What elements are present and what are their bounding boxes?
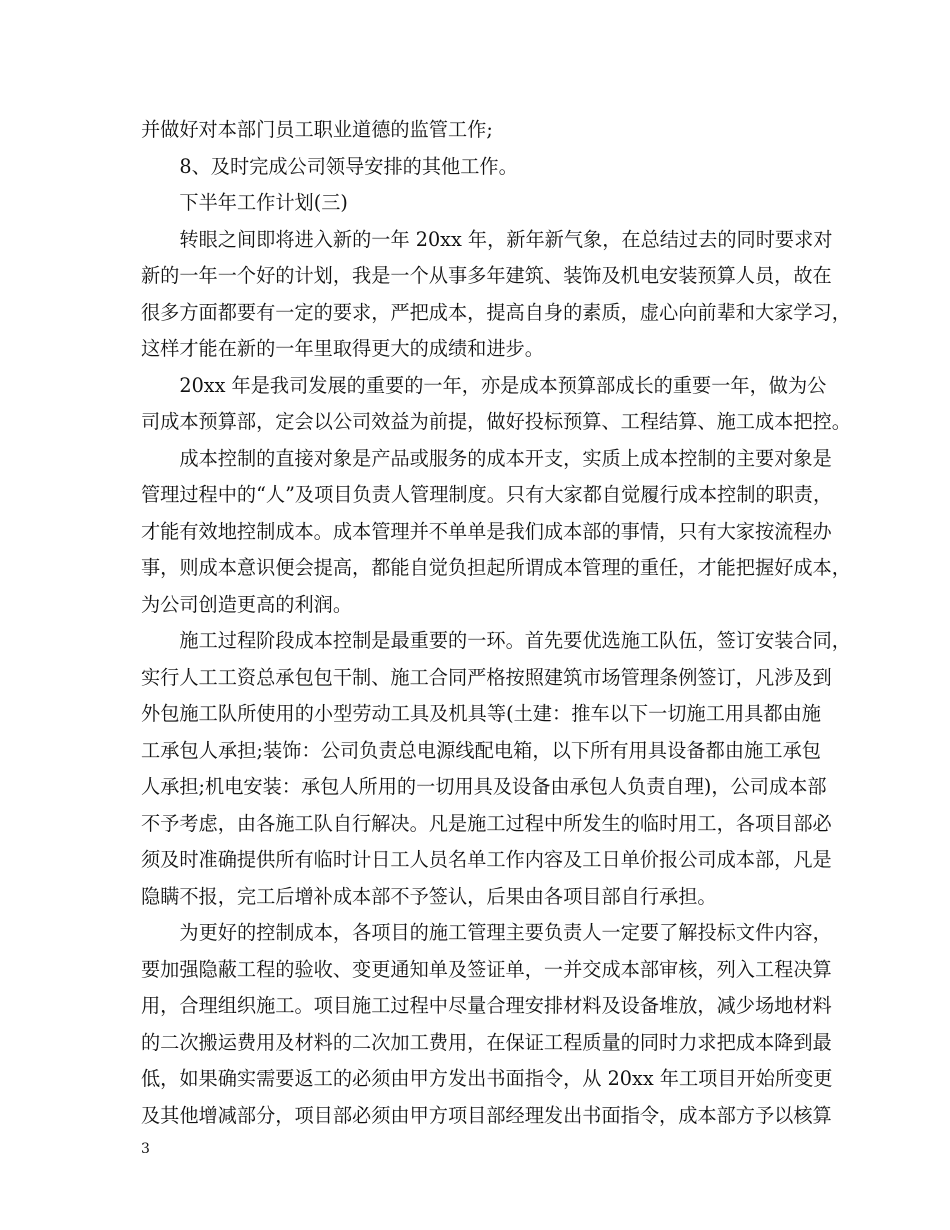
text-line: 8、及时完成公司领导安排的其他工作。: [179, 154, 518, 178]
paragraph: [141, 149, 821, 186]
text-line: 这样才能在新的一年里取得更大的成绩和进步。: [141, 337, 544, 360]
text-line: 新的一年一个好的计划，我是一个从事多年建筑、装饰及机电安装预算人员，故在: [141, 264, 832, 287]
document-body: [141, 112, 851, 1134]
text-line: 人承担;机电安装：承包人所用的一切用具及设备由承包人负责自理)，公司成本部: [141, 775, 827, 798]
text-line: 下半年工作计划(三): [179, 191, 348, 214]
paragraph: [141, 623, 851, 915]
text-line: 用，合理组织施工。项目施工过程中尽量合理安排材料及设备堆放，减少场地材料: [141, 994, 832, 1017]
text-line: 转眼之间即将进入新的一年 20xx 年，新年新气象，在总结过去的同时要求对: [179, 227, 833, 251]
text-line: 并做好对本部门员工职业道德的监管工作;: [141, 118, 493, 141]
paragraph: [141, 368, 851, 441]
text-line: 事，则成本意识便会提高，都能自觉负担起所谓成本管理的重任，才能把握好成本，: [141, 556, 851, 579]
text-line: 20xx 年是我司发展的重要的一年，亦是成本预算部成长的重要一年，做为公: [179, 373, 827, 397]
text-line: 须及时准确提供所有临时计日工人员名单工作内容及工日单价报公司成本部，凡是: [141, 848, 832, 871]
text-line: 要加强隐蔽工程的验收、变更通知单及签证单，一并交成本部审核，列入工程决算: [141, 957, 832, 981]
text-line: 司成本预算部，定会以公司效益为前提，做好投标预算、工程结算、施工成本把控。: [141, 410, 851, 433]
paragraph: [141, 441, 851, 624]
text-line: 很多方面都要有一定的要求，严把成本，提高自身的素质，虚心向前辈和大家学习，: [141, 300, 851, 324]
text-line: 外包施工队所使用的小型劳动工具及机具等(土建：推车以下一切施工用具都由施: [141, 702, 821, 725]
text-line: 工承包人承担;装饰：公司负责总电源线配电箱，以下所有用具设备都由施工承包: [141, 738, 821, 762]
text-line: 隐瞒不报，完工后增补成本部不予签认，后果由各项目部自行承担。: [141, 884, 717, 908]
text-line: 为公司创造更高的利润。: [141, 592, 353, 616]
text-line: 才能有效地控制成本。成本管理并不单单是我们成本部的事情，只有大家按流程办: [141, 519, 832, 543]
text-line: 成本控制的直接对象是产品或服务的成本开支，实质上成本控制的主要对象是: [179, 446, 832, 470]
paragraph: [141, 112, 821, 149]
text-line: 的二次搬运费用及材料的二次加工费用，在保证工程质量的同时力求把成本降到最: [141, 1030, 832, 1054]
text-line: 实行人工工资总承包包干制、施工合同严格按照建筑市场管理条例签订，凡涉及到: [141, 665, 832, 689]
text-line: 为更好的控制成本，各项目的施工管理主要负责人一定要了解投标文件内容，: [179, 921, 832, 944]
paragraph: [141, 915, 833, 1134]
paragraph: [141, 185, 821, 222]
text-line: 低，如果确实需要返工的必须由甲方发出书面指令，从 20xx 年工项目开始所变更: [141, 1067, 833, 1090]
text-line: 不予考虑，由各施工队自行解决。凡是施工过程中所发生的临时用工，各项目部必: [141, 811, 832, 835]
text-line: 管理过程中的“人”及项目负责人管理制度。只有大家都自觉履行成本控制的职责，: [141, 483, 833, 506]
page-number: 3: [141, 1141, 150, 1157]
text-line: 及其他增减部分，项目部必须由甲方项目部经理发出书面指令，成本部方予以核算: [141, 1103, 832, 1127]
paragraph: [141, 222, 851, 368]
text-line: 施工过程阶段成本控制是最重要的一环。首先要优选施工队伍，签订安装合同，: [179, 629, 851, 652]
